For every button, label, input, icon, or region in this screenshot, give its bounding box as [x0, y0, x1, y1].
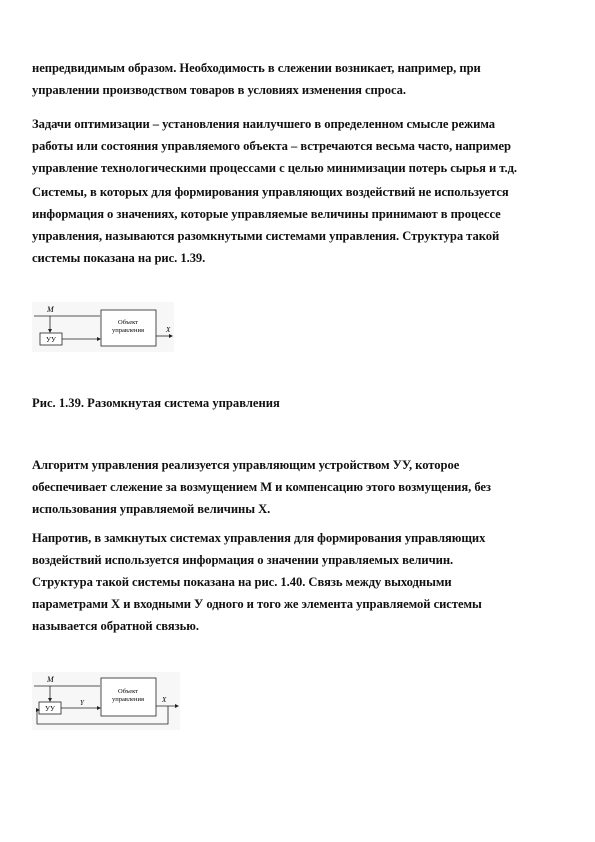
object-label-line2: управления — [112, 696, 144, 703]
text-line: системы показана на рис. 1.39. — [32, 251, 206, 265]
text-line: Задачи оптимизации – установления наилучшего в определенном смысле режима — [32, 117, 496, 131]
text-line: обеспечивает слежение за возмущением М и компенсацию этого возмущения, без — [32, 480, 491, 494]
paragraph-2 — [32, 113, 572, 179]
text-line: Структура такой системы показана на рис. 1.40. Связь между выходными — [32, 575, 452, 589]
disturbance-label: M — [47, 305, 54, 314]
control-label: Y — [80, 699, 84, 707]
text-line: называется обратной связью. — [32, 619, 199, 633]
text-line: параметрами Х и входными У одного и того же элемента управляемой системы — [32, 597, 482, 611]
figure-open-loop-diagram — [32, 302, 174, 352]
uu-label: УУ — [46, 336, 56, 344]
object-label-line1: Объект — [118, 688, 138, 695]
object-label-line1: Объект — [118, 319, 138, 326]
text-line: Алгоритм управления реализуется управляющим устройством УУ, которое — [32, 458, 460, 472]
text-line: управлении производством товаров в условиях изменения спроса. — [32, 83, 406, 97]
text-line: непредвидимым образом. Необходимость в слежении возникает, например, при — [32, 61, 481, 75]
text-line: использования управляемой величины Х. — [32, 502, 271, 516]
figure-caption: Рис. 1.39. Разомкнутая система управления — [32, 396, 280, 410]
paragraph-1 — [32, 57, 572, 101]
text-line: Системы, в которых для формирования управляющих воздействий не используется — [32, 185, 509, 199]
uu-label: УУ — [45, 705, 55, 713]
text-line: управление технологическими процессами с целью минимизации потерь сырья и т.д. — [32, 161, 518, 175]
paragraph-4 — [32, 454, 572, 520]
disturbance-label: M — [47, 675, 54, 684]
figure-closed-lop-diagram — [32, 672, 180, 730]
text-line: воздействий используется информация о значении управляемых величин. — [32, 553, 454, 567]
object-label-line2: управления — [112, 327, 144, 334]
output-label: X — [166, 326, 171, 334]
text-line: управления, называются разомкнутыми системами управления. Структура такой — [32, 229, 500, 243]
paragraph-3 — [32, 181, 572, 269]
text-line: работы или состояния управляемого объекта – встречаются весьма часто, например — [32, 139, 511, 153]
closed-loop-diagram-svg — [32, 672, 180, 730]
paragraph-5 — [32, 527, 572, 637]
open-loop-diagram-svg — [32, 302, 174, 352]
text-line: информация о значениях, которые управляемые величины принимают в процессе — [32, 207, 501, 221]
text-line: Напротив, в замкнутых системах управления для формирования управляющих — [32, 531, 486, 545]
output-label: X — [162, 696, 167, 704]
